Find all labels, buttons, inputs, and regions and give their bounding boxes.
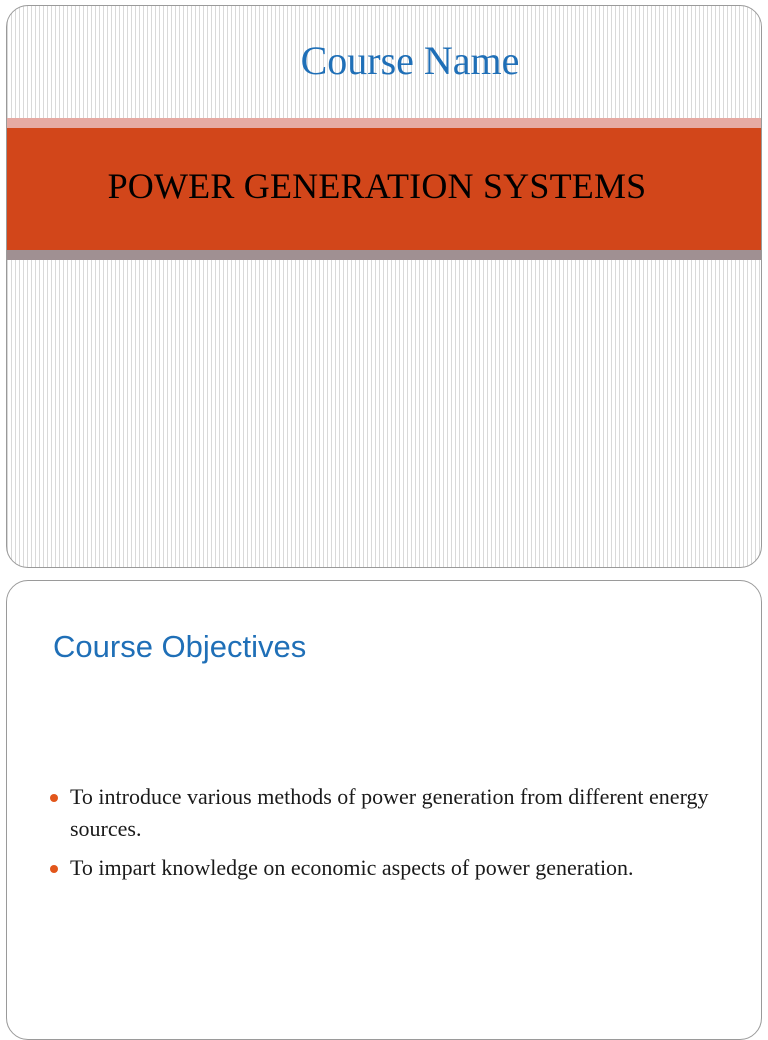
list-item — [47, 852, 737, 884]
objectives-list — [47, 781, 737, 891]
slide-title: Course Objectives — [53, 629, 307, 664]
list-item-text: To introduce various methods of power generation from different energy sources. — [70, 784, 709, 841]
banner-title: POWER GENERATION SYSTEMS — [107, 166, 647, 206]
list-item — [47, 781, 737, 845]
slide-course-objectives — [6, 580, 762, 1040]
list-item-text: To impart knowledge on economic aspects of power generation. — [70, 855, 634, 880]
banner-top-stripe — [7, 118, 761, 128]
slide-title: Course Name — [300, 38, 520, 83]
slide-course-name — [6, 5, 762, 568]
bullet-icon — [50, 794, 58, 802]
bullet-icon — [50, 865, 58, 873]
banner-bottom-stripe — [7, 250, 761, 260]
